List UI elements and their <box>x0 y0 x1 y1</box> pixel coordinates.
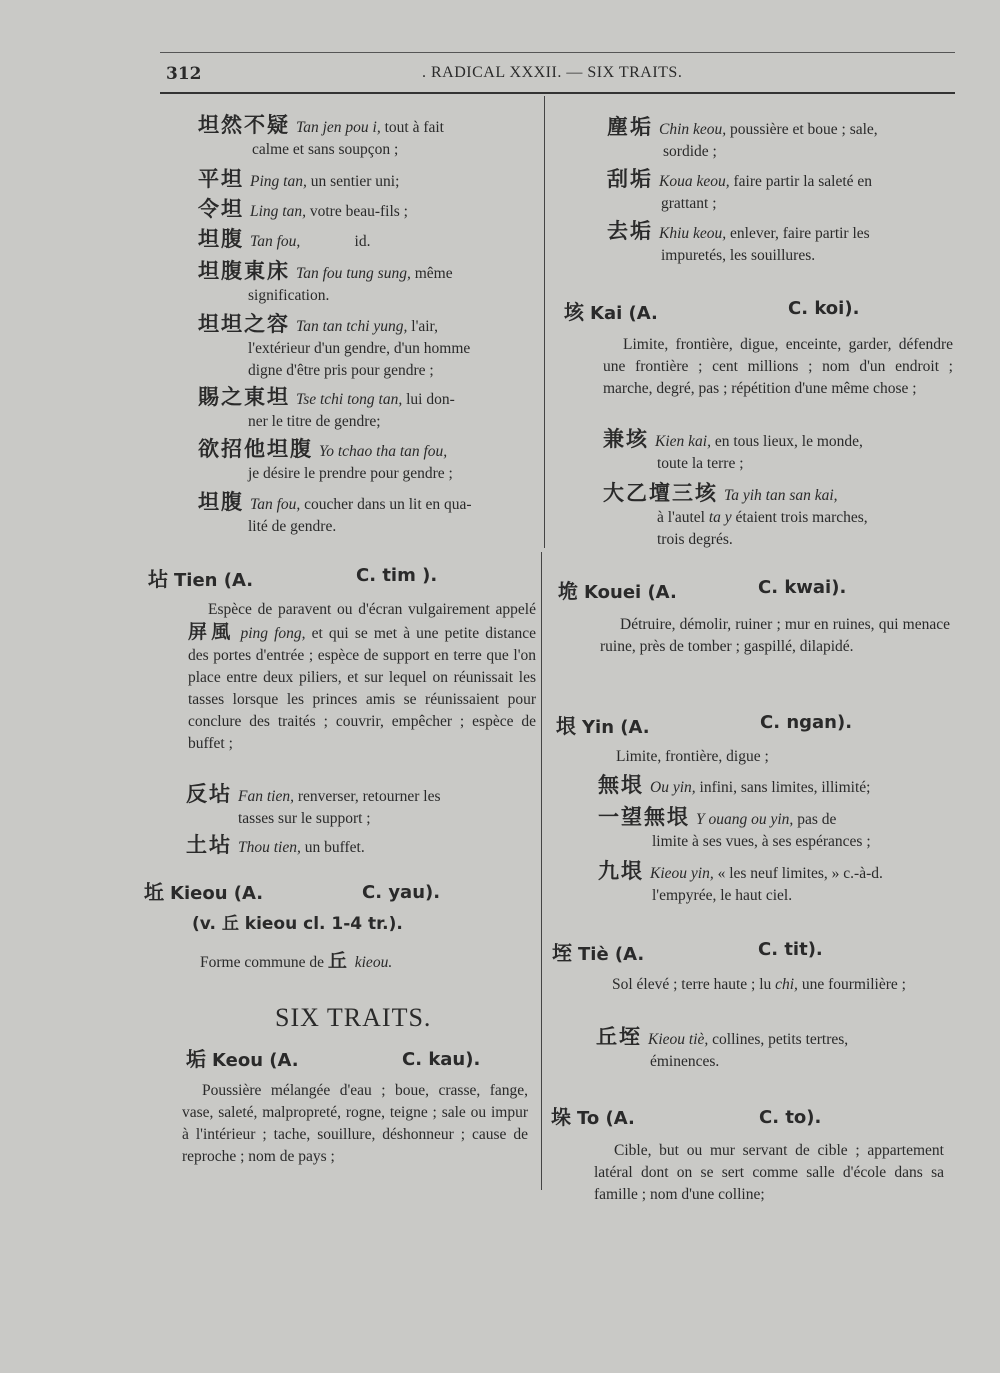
entry-tan-fou-coucher: 坦腹 Tan fou, coucher dans un lit en qua- lité de gendre. <box>198 490 472 535</box>
entry-kieou-tie: 丘垤 Kieou tiè, collines, petits tertres, éminences. <box>596 1025 849 1070</box>
headword-yin: 垠 Yin (A. C. ngan). <box>556 712 853 738</box>
header-top-rule <box>160 52 955 53</box>
kouei-definition: Détruire, démolir, ruiner ; mur en ruines, qui menace ruine, près de tomber ; gaspillé, dilapidé. <box>600 616 950 655</box>
headword-to: 垛 To (A. C. to). <box>551 1105 822 1129</box>
header-rule <box>160 92 955 94</box>
entry-ou-yin: 無垠 Ou yin, infini, sans limites, illimité; <box>598 773 871 797</box>
entry-tan-tan-tchi-yung: 坦坦之容 Tan tan tchi yung, l'air, l'extérieur d'un gendre, d'un homme digne d'être pris pour gendre ; <box>198 312 471 379</box>
kieou-definition: Forme commune de 丘 kieou. <box>200 950 393 972</box>
yin-definition: Limite, frontière, digue ; <box>616 748 769 765</box>
kai-definition: Limite, frontière, digue, enceinte, garder, défendre une frontière ; cent millions ; nom d'un endroit ; marche, degré, pas ; répétition d'une même chose ; <box>603 336 953 397</box>
keou-definition: Poussière mélangée d'eau ; boue, crasse, fange, vase, saleté, malpropreté, rogne, teigne ; sale ou impur à l'intérieur ; tache, souillure, déshonneur ; cause de reproche ; nom de pays ; <box>182 1082 528 1165</box>
section-title: SIX TRAITS. <box>275 1003 432 1032</box>
entry-chin-keou: 塵垢 Chin keou, poussière et boue ; sale, sordide ; <box>607 115 878 160</box>
entry-tan-fou-tung-sung: 坦腹東床 Tan fou tung sung, même signification. <box>198 259 453 304</box>
entry-ta-yih-tan-san-kai: 大乙壇三垓 Ta yih tan san kai, à l'autel ta y étaient trois marches, trois degrés. <box>603 481 868 548</box>
entry-kieou-yin: 九垠 Kieou yin, « les neuf limites, » c.-à-d. l'empyrée, le haut ciel. <box>598 859 883 904</box>
entry-fan-tien: 反坫 Fan tien, renverser, retourner les tasses sur le support ; <box>186 782 441 827</box>
entry-ling-tan: 令坦 Ling tan, votre beau-fils ; <box>198 197 408 221</box>
tie-definition: Sol élevé ; terre haute ; lu chi, une fourmilière ; <box>612 976 906 993</box>
running-header <box>160 58 955 88</box>
column-divider-upper <box>544 96 545 548</box>
headword-kai: 垓 Kai (A. C. koi). <box>564 298 860 324</box>
entry-khiu-keou: 去垢 Khiu keou, enlever, faire partir les impuretés, les souillures. <box>607 219 870 264</box>
entry-ping-tan: 平坦 Ping tan, un sentier uni; <box>198 167 400 191</box>
column-divider-lower <box>541 552 542 1190</box>
page-number: 312 <box>166 64 202 84</box>
entry-tan-jen-pou-i: 坦然不疑 Tan jen pou i, tout à fait calme et sans soupçon ; <box>198 113 444 158</box>
to-definition: Cible, but ou mur servant de cible ; appartement latéral dont on se sert comme salle d'école dans sa famille ; nom d'une colline; <box>594 1142 944 1203</box>
running-title: . RADICAL XXXII. — SIX TRAITS. <box>422 64 683 81</box>
kieou-cross-reference: (v. 丘 kieou cl. 1-4 tr.). <box>192 914 403 934</box>
entry-thou-tien: 土坫 Thou tien, un buffet. <box>186 833 365 857</box>
entry-y-ouang-ou-yin: 一望無垠 Y ouang ou yin, pas de limite à ses vues, à ses espérances ; <box>598 805 871 850</box>
entry-yo-tchao-tha-tan-fou: 欲招他坦腹 Yo tchao tha tan fou, je désire le prendre pour gendre ; <box>198 437 453 482</box>
headword-kieou: 坵 Kieou (A. C. yau). <box>144 880 441 904</box>
entry-tan-fou-id: 坦腹 Tan fou, id. <box>198 227 371 251</box>
headword-tien: 坫 Tien (A. C. tim ). <box>148 565 438 591</box>
entry-tse-tchi-tong-tan: 賜之東坦 Tse tchi tong tan, lui don- ner le titre de gendre; <box>198 385 455 430</box>
tien-definition: Espèce de paravent ou d'écran vulgairement appelé 屏風 ping fong, et qui se met à une petite distance des portes d'entrée ; espèce de support en terre que l'on place entre deux piliers, et sur lequel on réunissait les tasses lorsque les princes amis se réunissaient pour conclure des traités ; couvrir, empêcher ; espèce de buffet ; <box>188 601 536 752</box>
headword-tie: 垤 Tiè (A. C. tit). <box>552 939 823 965</box>
entry-kien-kai: 兼垓 Kien kai, en tous lieux, le monde, toute la terre ; <box>603 427 863 472</box>
entry-koua-keou: 刮垢 Koua keou, faire partir la saleté en grattant ; <box>607 167 873 212</box>
headword-kouei: 垝 Kouei (A. C. kwai). <box>558 577 847 603</box>
headword-keou: 垢 Keou (A. C. kau). <box>186 1047 481 1071</box>
